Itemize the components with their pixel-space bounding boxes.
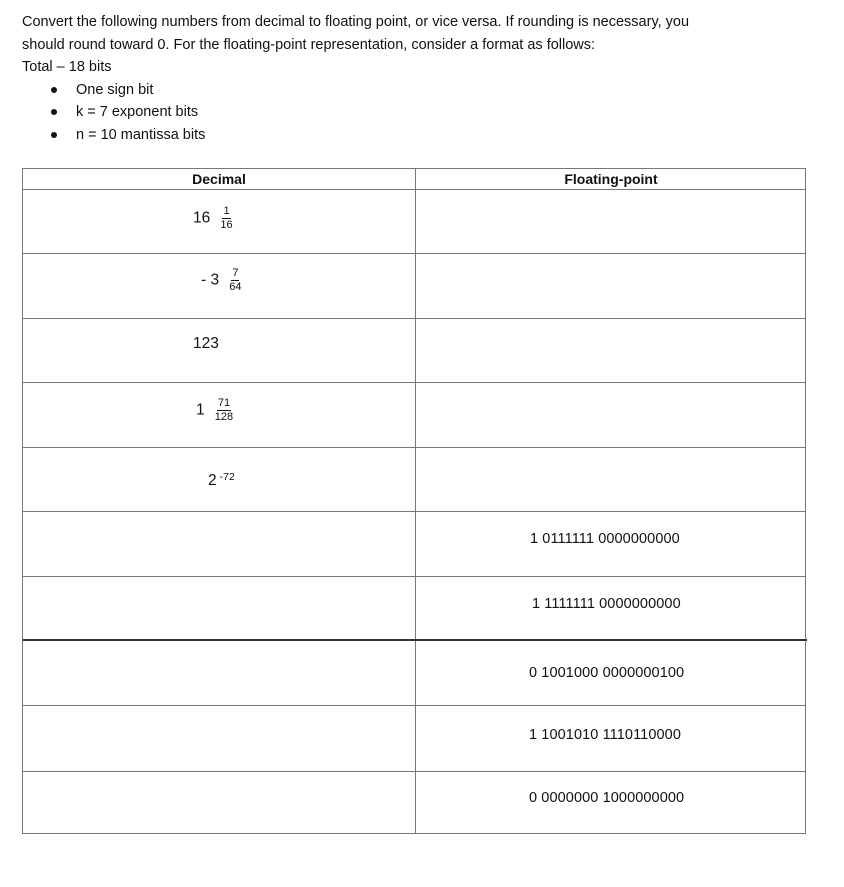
fraction (229, 267, 241, 294)
decimal-column-header: Decimal (192, 171, 246, 187)
instructions (22, 11, 822, 146)
decimal-cell (201, 267, 242, 294)
floating-point-cell: 1 1111111 0000000000 (532, 596, 681, 612)
column-divider (415, 169, 416, 833)
header-rule (23, 189, 805, 190)
fraction-numerator: 71 (217, 397, 231, 409)
floating-point-cell: 1 1001010 1110110000 (529, 727, 681, 743)
decimal-cell (208, 472, 235, 490)
row-rule (23, 511, 805, 512)
row-rule (23, 253, 805, 254)
decimal-cell (193, 205, 233, 232)
row-rule (23, 705, 805, 706)
instructions-line-2: should round toward 0. For the floating-point representation, consider a format as follows: (22, 36, 596, 53)
conversion-table (22, 168, 806, 834)
bullet-sign-bit: One sign bit (22, 79, 822, 102)
total-bits-line: Total – 18 bits (22, 59, 112, 75)
whole-part: - 3 (201, 271, 220, 289)
floating-column-header: Floating-point (564, 171, 658, 187)
floating-point-cell: 0 1001000 0000000100 (529, 665, 685, 681)
fraction-numerator: 1 (223, 205, 230, 217)
format-bullet-list (22, 79, 822, 147)
row-rule (23, 382, 805, 383)
whole-part: 16 (193, 209, 211, 227)
row-rule (23, 447, 805, 448)
row-rule-thick (23, 639, 807, 641)
power-exponent: -72 (219, 471, 235, 483)
fraction-denominator: 128 (214, 411, 234, 423)
fraction (220, 205, 232, 232)
floating-point-cell: 1 0111111 0000000000 (530, 531, 680, 547)
fraction (215, 397, 233, 424)
decimal-cell (193, 335, 219, 353)
row-rule (23, 318, 805, 319)
whole-part: 123 (193, 335, 219, 353)
fraction-numerator: 7 (232, 267, 239, 279)
bullet-mantissa-bits: n = 10 mantissa bits (22, 124, 822, 147)
row-rule (23, 576, 805, 577)
fraction-denominator: 16 (220, 219, 233, 231)
instructions-line-1: Convert the following numbers from decimal to floating point, or vice versa. If rounding is necessary, you (22, 14, 690, 30)
row-rule (23, 771, 805, 772)
fraction-denominator: 64 (229, 281, 242, 293)
floating-point-cell: 0 0000000 1000000000 (529, 790, 685, 806)
bullet-exponent-bits: k = 7 exponent bits (22, 101, 822, 124)
whole-part: 1 (196, 401, 205, 419)
decimal-cell (196, 397, 233, 424)
power-base: 2 (208, 472, 217, 490)
